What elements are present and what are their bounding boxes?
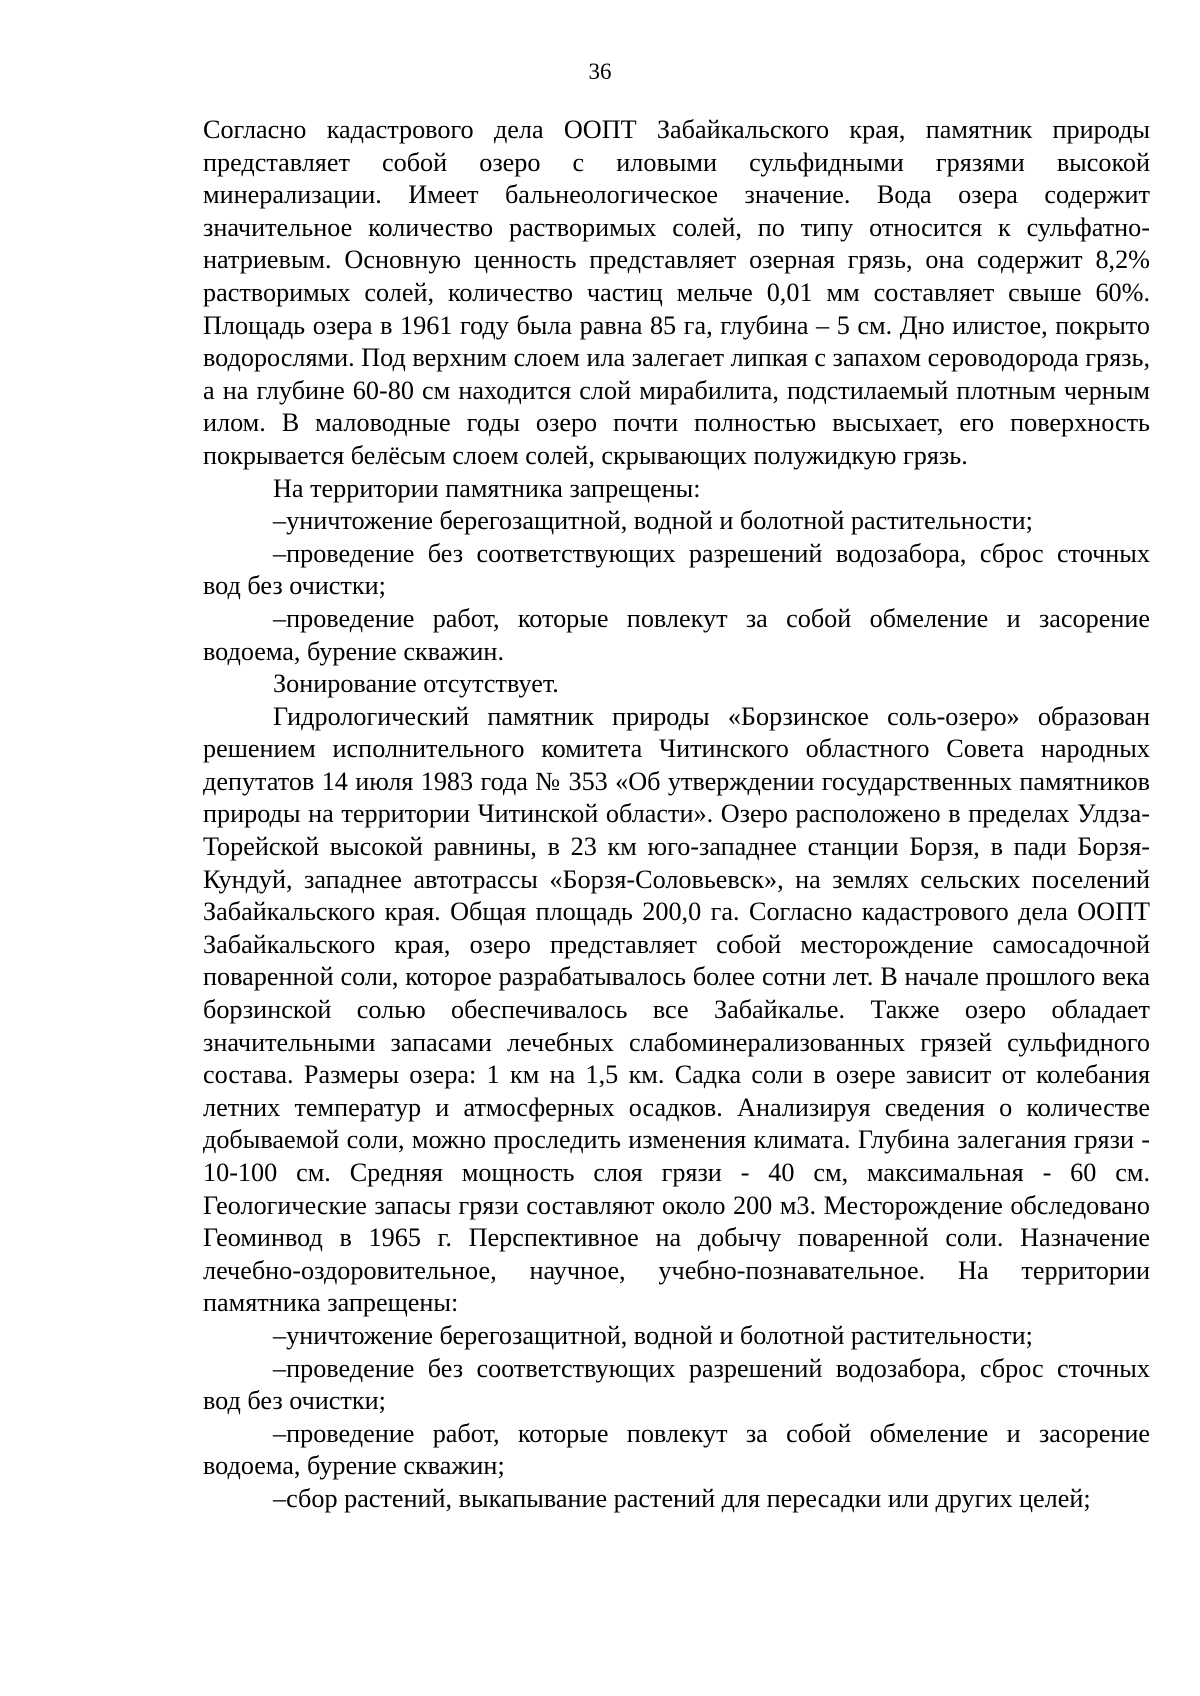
body-text	[203, 114, 1150, 1516]
list-item-plant-collection: –сбор растений, выкапывание растений для пересадки или других целей;	[273, 1483, 1091, 1513]
list-item-vegetation-destruction-2: –уничтожение берегозащитной, водной и болотной растительности;	[273, 1320, 1033, 1350]
list-item-shallowing-works: –проведение работ, которые повлекут за собой обмеление и засорение водоема, бурение скважин.	[203, 603, 1150, 666]
list-item-water-intake-discharge-2: –проведение без соответствующих разрешений водозабора, сброс сточных вод без очистки;	[203, 1353, 1150, 1416]
paragraph-zoning: Зонирование отсутствует.	[273, 669, 559, 699]
list-item-water-intake-discharge: –проведение без соответствующих разрешений водозабора, сброс сточных вод без очистки;	[203, 538, 1150, 601]
paragraph-lake-description: Согласно кадастрового дела ООПТ Забайкальского края, памятник природы представляет собой озеро с иловыми сульфидными грязями высокой минерализации. Имеет бальнеологическое значение. Вода озера содержит значительное количество растворимых солей, по типу относится к сульфатно-натриевым. Основную ценность представляет озерная грязь, она содержит 8,2% растворимых солей, количество частиц мельче 0,01 мм составляет свыше 60%. Площадь озера в 1961 году была равна 85 га, глубина – 5 см. Дно илистое, покрыто водорослями. Под верхним слоем ила залегает липкая с запахом сероводорода грязь, а на глубине 60-80 см находится слой мирабилита, подстилаемый плотным черным илом. В маловодные годы озеро почти полностью высыхает, его поверхность покрывается белёсым слоем солей, скрывающих полужидкую грязь.	[203, 115, 1150, 470]
paragraph-borzinskoe-lake: Гидрологический памятник природы «Борзинское соль-озеро» образован решением исполнительного комитета Читинского областного Совета народных депутатов 14 июля 1983 года № 353 «Об утверждении государственных памятников природы на территории Читинской области». Озеро расположено в пределах Улдза-Торейской высокой равнины, в 23 км юго-западнее станции Борзя, в пади Борзя-Кундуй, западнее автотрассы «Борзя-Соловьевск», на землях сельских поселений Забайкальского края. Общая площадь 200,0 га. Согласно кадастрового дела ООПТ Забайкальского края, озеро представляет собой месторождение самосадочной поваренной соли, которое разрабатывалось более сотни лет. В начале прошлого века борзинской солью обеспечивалось все Забайкалье. Также озеро обладает значительными запасами лечебных слабоминерализованных грязей сульфидного состава. Размеры озера: 1 км на 1,5 км. Садка соли в озере зависит от колебания летних температур и атмосферных осадков. Анализируя сведения о количестве добываемой соли, можно проследить изменения климата. Глубина залегания грязи - 10-100 см. Средняя мощность слоя грязи - 40 см, максимальная - 60 см. Геологические запасы грязи составляют около 200 м3. Месторождение обследовано Геоминвод в 1965 г. Перспективное на добычу поваренной соли. Назначение лечебно-оздоровительное, научное, учебно-познавательное. На территории памятника запрещены:	[203, 701, 1150, 1318]
list-item-shallowing-works-2: –проведение работ, которые повлекут за собой обмеление и засорение водоема, бурение скважин;	[203, 1418, 1150, 1481]
list-item-vegetation-destruction: –уничтожение берегозащитной, водной и болотной растительности;	[273, 506, 1033, 536]
paragraph-prohibitions-heading: На территории памятника запрещены:	[273, 473, 701, 503]
page-number: 36	[588, 59, 612, 84]
